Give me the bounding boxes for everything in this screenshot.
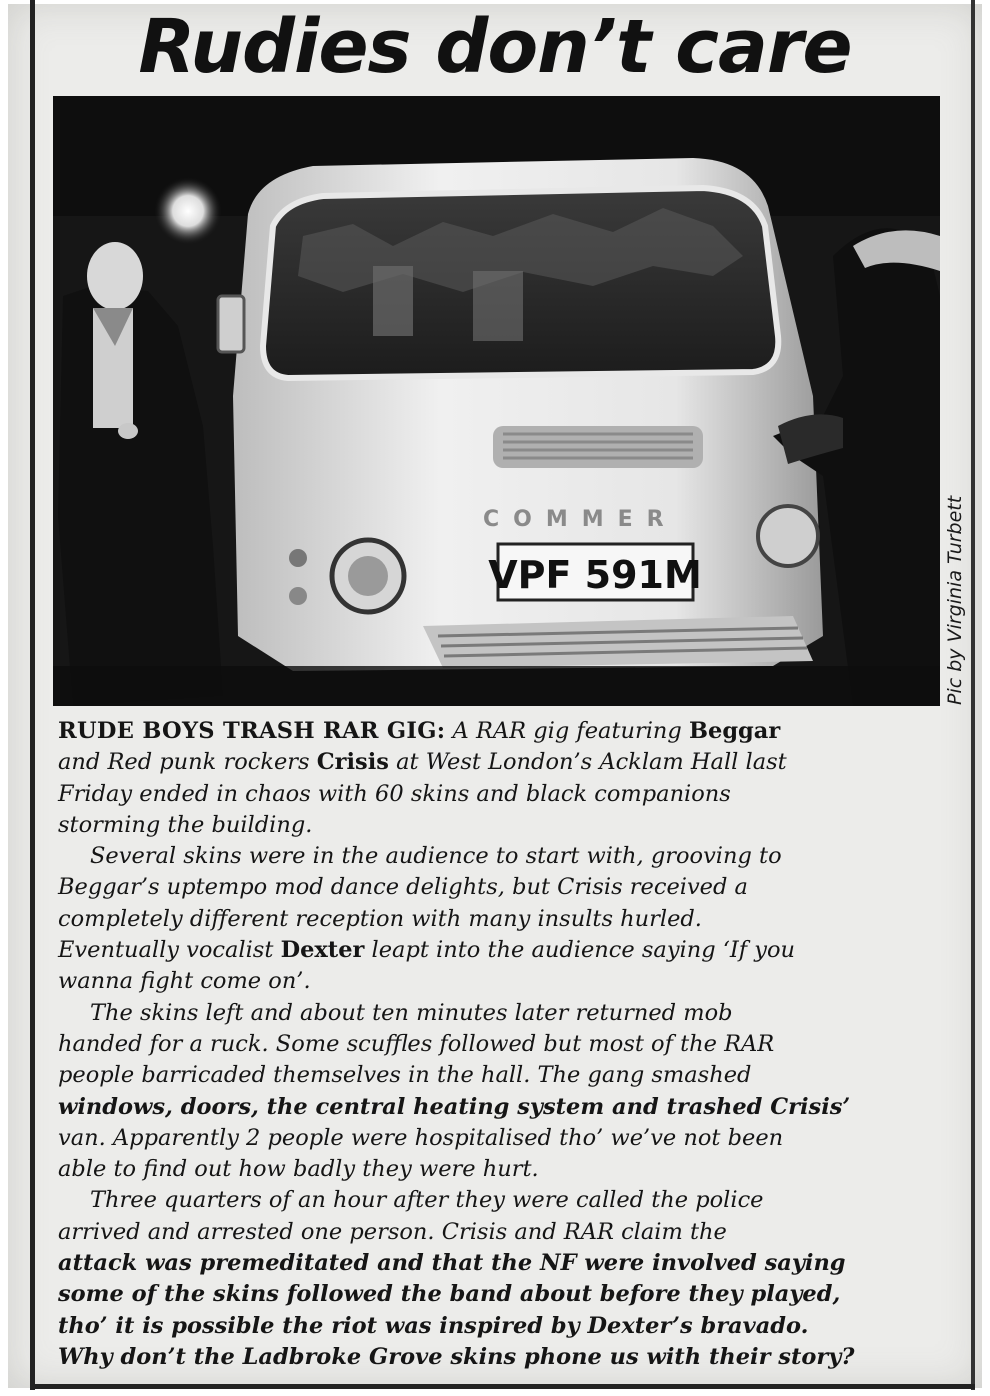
article-name-bold: Beggar (688, 718, 781, 744)
article-text: attack was premeditated and that the NF were involved saying (58, 1250, 846, 1277)
article-line (58, 1311, 942, 1342)
article-line (58, 1185, 942, 1216)
article-line (58, 1248, 942, 1279)
article-name-bold: Dexter (280, 937, 365, 964)
street-lamp (154, 177, 222, 245)
article-line (58, 1217, 942, 1248)
article-text: able to find out how badly they were hurt. (58, 1156, 539, 1183)
article-text: Friday ended in chaos with 60 skins and black companions (58, 780, 731, 807)
commer-van (218, 158, 823, 671)
headline: Rudies don’t care (138, 4, 852, 90)
article-line (58, 1342, 942, 1373)
article-lead-heading: RUDE BOYS TRASH RAR GIG: (58, 718, 446, 744)
photo-credit-area (940, 440, 970, 710)
article-line (58, 779, 942, 810)
article-text: The skins left and about ten minutes later returned mob (90, 999, 733, 1026)
van-photo-illustration (53, 96, 940, 706)
article-text: leapt into the audience saying ‘If you (364, 937, 796, 964)
article-line (58, 810, 942, 841)
article-text: Several skins were in the audience to start with, grooving to (90, 843, 782, 870)
article-line (58, 1060, 942, 1091)
article-text: tho’ it is possible the riot was inspired by Dexter’s bravado. (58, 1312, 809, 1339)
article-line (58, 1029, 942, 1060)
article-text: A RAR gig featuring (452, 718, 689, 744)
article-text: windows, doors, the central heating system and trashed Crisis’ (58, 1093, 851, 1120)
article-text: and Red punk rockers (58, 749, 317, 776)
article-text: Why don’t the Ladbroke Grove skins phone us with their story? (58, 1343, 855, 1370)
article-text: Beggar’s uptempo mod dance delights, but Crisis received a (58, 874, 748, 901)
photo-credit: Pic by Virginia Turbett (944, 495, 966, 705)
article-line (58, 872, 942, 903)
article-line (58, 904, 942, 935)
article-text: completely different reception with many insults hurled. (58, 905, 702, 932)
left-border-rule (30, 0, 35, 1390)
article-text: Eventually vocalist (58, 937, 281, 964)
article-text: some of the skins followed the band about before they played, (58, 1281, 841, 1308)
article-text: arrived and arrested one person. Crisis and RAR claim the (58, 1218, 727, 1245)
article-text: storming the building. (58, 811, 313, 838)
article-line (58, 1123, 942, 1154)
article-text: people barricaded themselves in the hall. The gang smashed (58, 1062, 752, 1089)
wing-mirror (218, 296, 244, 352)
article-line (58, 1279, 942, 1310)
license-plate-text: VPF 591M (488, 553, 702, 597)
article-line (58, 716, 942, 747)
article-line (58, 841, 942, 872)
article-line (58, 998, 942, 1029)
article-text: van. Apparently 2 people were hospitalised tho’ we’ve not been (58, 1124, 784, 1151)
news-photo (53, 96, 940, 706)
headlamp-right (758, 506, 818, 566)
right-border-rule (971, 0, 975, 1390)
article-name-bold: Crisis (316, 749, 389, 776)
article-text: wanna fight come on’. (58, 968, 311, 995)
article-line (58, 966, 942, 997)
article-text: at West London’s Acklam Hall last (388, 749, 787, 776)
article-line (58, 935, 942, 966)
article-line (58, 747, 942, 778)
article-text: Three quarters of an hour after they were called the police (90, 1187, 764, 1214)
article-line (58, 1092, 942, 1123)
bottom-border-rule (30, 1384, 975, 1389)
article-line (58, 1154, 942, 1185)
article-text: handed for a ruck. Some scuffles followed but most of the RAR (58, 1030, 775, 1057)
article-body (58, 716, 942, 1373)
van-badge: COMMER (483, 507, 678, 532)
